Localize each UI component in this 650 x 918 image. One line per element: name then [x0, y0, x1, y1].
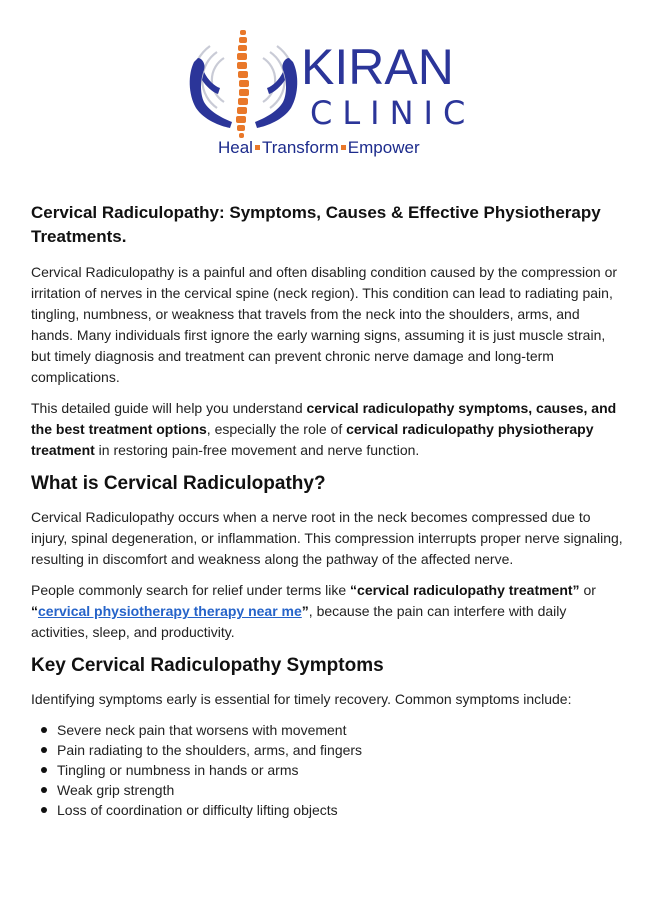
- clinic-logo: [0, 22, 650, 162]
- section-heading-symptoms: Key Cervical Radiculopathy Symptoms: [31, 655, 384, 676]
- guide-emphasis: cervical radiculopathy physiotherapy treatment: [31, 421, 594, 458]
- brand-tagline: [218, 139, 420, 156]
- spine-hands-logo-icon: [186, 28, 301, 140]
- brand-name-line2: CLINIC: [310, 94, 476, 132]
- brand-name-line1: KIRAN: [301, 39, 454, 95]
- list-item: Pain radiating to the shoulders, arms, and fingers: [31, 740, 623, 760]
- symptoms-intro: Identifying symptoms early is essential for timely recovery. Common symptoms include:: [31, 691, 572, 707]
- section-heading-what-is: What is Cervical Radiculopathy?: [31, 473, 326, 494]
- article-title: Cervical Radiculopathy: Symptoms, Causes & Effective Physiotherapy Treatments.: [31, 203, 601, 246]
- tagline-empower: Empower: [347, 138, 420, 157]
- list-item: Loss of coordination or difficulty lifting objects: [31, 800, 623, 820]
- list-item: Tingling or numbness in hands or arms: [31, 760, 623, 780]
- search-terms-paragraph: People commonly search for relief under terms like “cervical radiculopathy treatment” or “cervical physiotherapy therapy near me”, because the pain can interfere with daily activities, sleep, and productivity.: [31, 582, 596, 640]
- guide-paragraph: This detailed guide will help you understand cervical radiculopathy symptoms, causes, and the best treatment options, especially the role of cervical radiculopathy physiotherapy treatment in restoring pain-free movement and nerve function.: [31, 400, 617, 458]
- tagline-transform: Transform: [261, 138, 339, 157]
- search-term-emphasis: “cervical radiculopathy treatment”: [350, 582, 580, 598]
- list-item: Weak grip strength: [31, 780, 623, 800]
- list-item: Severe neck pain that worsens with movement: [31, 720, 623, 740]
- intro-paragraph: Cervical Radiculopathy is a painful and often disabling condition caused by the compression or irritation of nerves in the cervical spine (neck region). This condition can lead to radiating pain, tingling, numbness, or weakness that travels from the neck into the shoulders, arms, and hands. Many individuals first ignore the early warning signs, assuming it is just muscle strain, but timely diagnosis and treatment can prevent chronic nerve damage and long-term complications.: [31, 264, 618, 385]
- tagline-heal: Heal: [218, 138, 253, 157]
- physiotherapy-near-me-link[interactable]: cervical physiotherapy therapy near me: [38, 603, 302, 619]
- article-body: [31, 201, 623, 820]
- tagline-separator: [341, 145, 346, 150]
- definition-paragraph: Cervical Radiculopathy occurs when a nerve root in the neck becomes compressed due to injury, spinal degeneration, or inflammation. This compression interrupts proper nerve signaling, resulting in discomfort and weakness along the pathway of the affected nerve.: [31, 509, 623, 567]
- guide-emphasis: cervical radiculopathy symptoms, causes, and the best treatment options: [31, 400, 617, 437]
- tagline-separator: [255, 145, 260, 150]
- symptoms-list: [31, 720, 623, 820]
